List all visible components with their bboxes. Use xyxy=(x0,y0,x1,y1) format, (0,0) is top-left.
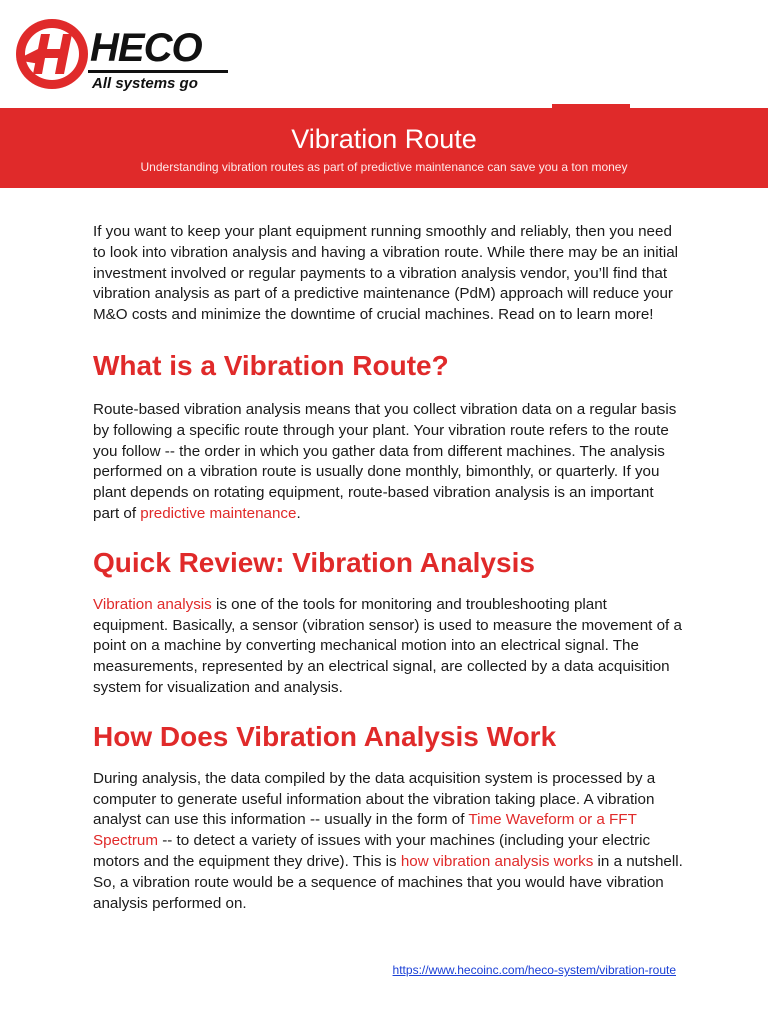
page-subtitle: Understanding vibration routes as part of predictive maintenance can save you a ton money xyxy=(140,160,628,174)
paragraph-text: in a nutshell. So, a vibration route would be a sequence of machines that you would have vibration analysis performed on. xyxy=(93,852,683,912)
paragraph-text: -- to detect a variety of issues with your machines (including your electric motors and the equipment they drive). This is xyxy=(93,832,651,870)
paragraph-text: . xyxy=(296,504,301,522)
predictive-maintenance-link[interactable]: predictive maintenance xyxy=(140,504,297,522)
how-vibration-analysis-works-link[interactable]: how vibration analysis works xyxy=(400,852,594,870)
paragraph-text: During analysis, the data compiled by the data acquisition system is processed by a computer to generate useful information about the vibration taking place. A vibration analyst can use this information -- usually in the form of xyxy=(93,769,656,829)
intro-paragraph: If you want to keep your plant equipment running smoothly and reliably, then you need to look into vibration analysis and having a vibration route. While there may be an initial investment involved or regular payments to a vibration analysis vendor, you’ll find that vibration analysis as part of a predictive maintenance (PdM) approach will reduce your M&O costs and minimize the downtime of crucial machines. Read on to learn more! xyxy=(93,223,679,324)
article-body xyxy=(93,222,683,914)
section-paragraph-quick-review xyxy=(93,595,683,699)
logo-underline xyxy=(88,70,228,73)
vibration-analysis-link[interactable]: Vibration analysis xyxy=(93,595,212,613)
time-waveform-fft-link[interactable]: Time Waveform or a FFT Spectrum xyxy=(93,811,637,850)
page-title: Vibration Route xyxy=(291,124,477,154)
heco-logo[interactable] xyxy=(14,16,234,96)
heco-h-logo-icon xyxy=(14,16,94,92)
brand-tagline: All systems go xyxy=(92,75,198,92)
section-paragraph-how-it-works xyxy=(93,769,683,915)
section-heading-what-is-route: What is a Vibration Route? xyxy=(93,349,449,381)
title-banner xyxy=(0,108,768,188)
brand-name: HECO xyxy=(90,26,202,70)
source-url-link[interactable]: https://www.hecoinc.com/heco-system/vibration-route xyxy=(392,963,676,977)
paragraph-text: Route-based vibration analysis means that you collect vibration data on a regular basis by following a specific route through your plant. Your vibration route refers to the route you follow -- the order in which you gather data from different machines. The analysis performed on a vibration route is usually done monthly, bimonthly, or quarterly. If you plant depends on rotating equipment, route-based vibration analysis is an important part of xyxy=(93,400,677,522)
section-heading-how-it-works: How Does Vibration Analysis Work xyxy=(93,720,557,752)
paragraph-text: is one of the tools for monitoring and troubleshooting plant equipment. Basically, a sensor (vibration sensor) is used to measure the movement of a point on a machine by converting mechanical motion into an electrical signal. The measurements, represented by an electrical signal, are collected by a data acquisition system for visualization and analysis. xyxy=(93,595,682,696)
section-paragraph-what-is-route xyxy=(93,400,683,525)
section-heading-quick-review: Quick Review: Vibration Analysis xyxy=(93,546,535,578)
